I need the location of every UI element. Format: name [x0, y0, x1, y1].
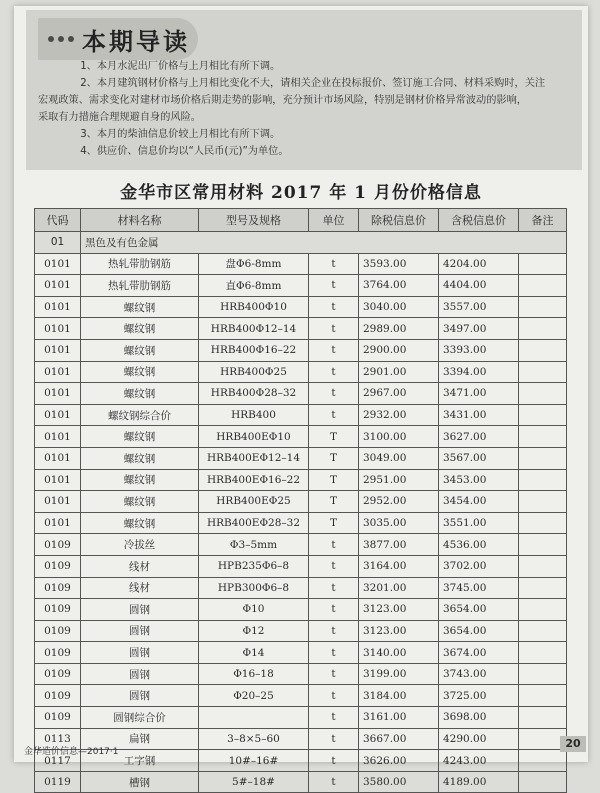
cell-inc-tax: 3567.00	[439, 447, 519, 469]
cell-note	[519, 685, 567, 707]
cell-name: 热轧带肋钢筋	[81, 275, 199, 297]
cell-ex-tax: 3201.00	[359, 577, 439, 599]
table-row	[35, 383, 567, 405]
cell-name: 圆钢综合价	[81, 707, 199, 729]
header-ex-tax: 除税信息价	[359, 209, 439, 232]
footer-publication: 金华造价信息—2017·1	[24, 747, 119, 757]
cell-unit: T	[309, 447, 359, 469]
cell-note	[519, 361, 567, 383]
cell-note	[519, 750, 567, 772]
cell-inc-tax: 3698.00	[439, 707, 519, 729]
cell-ex-tax: 3161.00	[359, 707, 439, 729]
table-row	[35, 447, 567, 469]
cell-ex-tax: 3667.00	[359, 728, 439, 750]
cell-note	[519, 318, 567, 340]
note-2-cont-b: 采取有力措施合理规避自身的风险。	[38, 112, 201, 123]
cell-inc-tax: 3454.00	[439, 491, 519, 513]
note-2: 2、本月建筑钢材价格与上月相比变化不大，请相关企业在投标报价、签订施工合同、材料采购时，关注	[80, 78, 546, 89]
note-3: 3、本月的柴油信息价较上月相比有所下调。	[80, 129, 281, 140]
cell-code: 0101	[35, 339, 81, 361]
note-2-cont-a: 宏观政策、需求变化对建材市场价格后期走势的影响，充分预计市场风险，特别是钢材价格异常波动的影响，	[38, 95, 527, 106]
cell-name: 圆钢	[81, 663, 199, 685]
cell-code: 0101	[35, 361, 81, 383]
cell-unit: T	[309, 469, 359, 491]
cell-code: 0101	[35, 469, 81, 491]
cell-spec: HRB400EΦ25	[199, 491, 309, 513]
cell-spec: HRB400EΦ16–22	[199, 469, 309, 491]
cell-inc-tax: 3674.00	[439, 642, 519, 664]
table-row	[35, 642, 567, 664]
cell-code: 0101	[35, 447, 81, 469]
cell-unit: t	[309, 707, 359, 729]
cell-ex-tax: 3593.00	[359, 253, 439, 275]
cell-inc-tax: 3557.00	[439, 296, 519, 318]
cell-code: 0101	[35, 296, 81, 318]
table-row	[35, 663, 567, 685]
cell-ex-tax: 2932.00	[359, 404, 439, 426]
table-header-row	[35, 209, 567, 232]
cell-code: 0101	[35, 275, 81, 297]
cell-code: 0109	[35, 642, 81, 664]
cell-name: 圆钢	[81, 685, 199, 707]
cell-code: 0109	[35, 707, 81, 729]
cell-name: 螺纹钢	[81, 296, 199, 318]
cell-note	[519, 555, 567, 577]
cell-unit: T	[309, 491, 359, 513]
bullet-dots-icon	[48, 36, 74, 42]
cell-ex-tax: 3626.00	[359, 750, 439, 772]
cell-note	[519, 707, 567, 729]
header-code: 代码	[35, 209, 81, 232]
cell-ex-tax: 3100.00	[359, 426, 439, 448]
header-inc-tax: 含税信息价	[439, 209, 519, 232]
table-row	[35, 577, 567, 599]
table-row	[35, 253, 567, 275]
magazine-page	[14, 6, 588, 789]
cell-spec: 盘Φ6-8mm	[199, 253, 309, 275]
cell-note	[519, 663, 567, 685]
cell-inc-tax: 4536.00	[439, 534, 519, 556]
cell-ex-tax: 3764.00	[359, 275, 439, 297]
cell-name: 线材	[81, 577, 199, 599]
cell-name: 螺纹钢	[81, 318, 199, 340]
table-row	[35, 707, 567, 729]
cell-spec: Φ10	[199, 599, 309, 621]
cell-code: 0101	[35, 383, 81, 405]
cell-spec: HRB400EΦ12–14	[199, 447, 309, 469]
cell-spec: HRB400Φ16–22	[199, 339, 309, 361]
table-row	[35, 620, 567, 642]
cell-ex-tax: 3877.00	[359, 534, 439, 556]
cell-ex-tax: 3164.00	[359, 555, 439, 577]
cell-inc-tax: 3431.00	[439, 404, 519, 426]
cell-unit: T	[309, 512, 359, 534]
cell-ex-tax: 2989.00	[359, 318, 439, 340]
cell-inc-tax: 3654.00	[439, 599, 519, 621]
cell-name: 螺纹钢	[81, 361, 199, 383]
cell-spec: HRB400Φ25	[199, 361, 309, 383]
table-row	[35, 555, 567, 577]
cell-code: 0101	[35, 491, 81, 513]
cell-code: 0109	[35, 599, 81, 621]
cell-note	[519, 534, 567, 556]
table-row	[35, 404, 567, 426]
cell-spec: 直Φ6-8mm	[199, 275, 309, 297]
cell-inc-tax: 3471.00	[439, 383, 519, 405]
cell-name: 热轧带肋钢筋	[81, 253, 199, 275]
cell-unit: t	[309, 728, 359, 750]
cell-name: 螺纹钢	[81, 512, 199, 534]
cell-spec: HRB400EΦ10	[199, 426, 309, 448]
cell-spec: 3–8×5–60	[199, 728, 309, 750]
cell-name: 螺纹钢	[81, 339, 199, 361]
table-row	[35, 469, 567, 491]
cell-ex-tax: 2952.00	[359, 491, 439, 513]
cell-inc-tax: 3702.00	[439, 555, 519, 577]
table-row	[35, 361, 567, 383]
cell-unit: t	[309, 620, 359, 642]
cell-note	[519, 491, 567, 513]
cell-code: 0101	[35, 512, 81, 534]
cell-ex-tax: 3123.00	[359, 599, 439, 621]
cell-name: 圆钢	[81, 620, 199, 642]
header-spec: 型号及规格	[199, 209, 309, 232]
cell-spec: Φ16–18	[199, 663, 309, 685]
cell-spec: Φ3–5mm	[199, 534, 309, 556]
page-number: 20	[560, 736, 586, 752]
cell-unit: t	[309, 534, 359, 556]
cell-inc-tax: 3743.00	[439, 663, 519, 685]
cell-inc-tax: 4243.00	[439, 750, 519, 772]
cell-code: 0101	[35, 404, 81, 426]
table-row	[35, 599, 567, 621]
cell-code: 0109	[35, 685, 81, 707]
cell-ex-tax: 3184.00	[359, 685, 439, 707]
cell-unit: t	[309, 253, 359, 275]
cell-spec: 5#–18#	[199, 771, 309, 793]
cell-code: 0109	[35, 555, 81, 577]
cell-name: 冷拔丝	[81, 534, 199, 556]
cell-code: 0109	[35, 663, 81, 685]
cell-inc-tax: 3627.00	[439, 426, 519, 448]
cell-code: 0101	[35, 426, 81, 448]
cell-ex-tax: 3199.00	[359, 663, 439, 685]
cell-spec: Φ12	[199, 620, 309, 642]
cell-inc-tax: 4189.00	[439, 771, 519, 793]
table-row	[35, 318, 567, 340]
cell-name: 螺纹钢	[81, 426, 199, 448]
cell-note	[519, 512, 567, 534]
cell-code: 0109	[35, 620, 81, 642]
section-row	[35, 232, 567, 254]
cell-unit: t	[309, 750, 359, 772]
cell-inc-tax: 3745.00	[439, 577, 519, 599]
cell-note	[519, 469, 567, 491]
cell-ex-tax: 3123.00	[359, 620, 439, 642]
guide-notes	[38, 58, 580, 160]
cell-spec: Φ20–25	[199, 685, 309, 707]
cell-name: 槽钢	[81, 771, 199, 793]
cell-ex-tax: 3580.00	[359, 771, 439, 793]
cell-note	[519, 577, 567, 599]
cell-name: 圆钢	[81, 642, 199, 664]
cell-unit: t	[309, 339, 359, 361]
cell-note	[519, 339, 567, 361]
cell-unit: T	[309, 426, 359, 448]
cell-code: 0101	[35, 318, 81, 340]
cell-ex-tax: 3035.00	[359, 512, 439, 534]
table-row	[35, 296, 567, 318]
cell-inc-tax: 4204.00	[439, 253, 519, 275]
table-row	[35, 426, 567, 448]
header-name: 材料名称	[81, 209, 199, 232]
header-unit: 单位	[309, 209, 359, 232]
table-row	[35, 685, 567, 707]
header-note: 备注	[519, 209, 567, 232]
cell-name: 螺纹钢	[81, 469, 199, 491]
cell-inc-tax: 3394.00	[439, 361, 519, 383]
cell-spec: HRB400EΦ28–32	[199, 512, 309, 534]
cell-unit: t	[309, 555, 359, 577]
cell-inc-tax: 3654.00	[439, 620, 519, 642]
section-name: 黑色及有色金属	[81, 232, 567, 254]
cell-note	[519, 620, 567, 642]
cell-ex-tax: 2967.00	[359, 383, 439, 405]
cell-inc-tax: 3725.00	[439, 685, 519, 707]
cell-note	[519, 296, 567, 318]
cell-unit: t	[309, 663, 359, 685]
cell-inc-tax: 4404.00	[439, 275, 519, 297]
cell-code: 0109	[35, 577, 81, 599]
cell-spec: HRB400Φ28–32	[199, 383, 309, 405]
cell-spec: HPB300Φ6–8	[199, 577, 309, 599]
cell-unit: t	[309, 361, 359, 383]
cell-note	[519, 426, 567, 448]
cell-unit: t	[309, 577, 359, 599]
cell-spec: HPB235Φ6–8	[199, 555, 309, 577]
cell-spec	[199, 707, 309, 729]
cell-ex-tax: 3040.00	[359, 296, 439, 318]
table-row	[35, 491, 567, 513]
cell-spec: 10#–16#	[199, 750, 309, 772]
guide-box	[26, 10, 582, 170]
cell-name: 线材	[81, 555, 199, 577]
cell-note	[519, 253, 567, 275]
cell-ex-tax: 2901.00	[359, 361, 439, 383]
cell-unit: t	[309, 642, 359, 664]
cell-name: 扁钢	[81, 728, 199, 750]
table-title: 金华市区常用材料 2017 年 1 月份价格信息	[120, 183, 482, 203]
cell-name: 圆钢	[81, 599, 199, 621]
note-1: 1、本月水泥出厂价格与上月相比有所下调。	[80, 61, 281, 72]
guide-title: 本期导读	[82, 27, 190, 56]
section-code: 01	[35, 232, 81, 254]
cell-spec: HRB400Φ10	[199, 296, 309, 318]
cell-code: 0101	[35, 253, 81, 275]
cell-unit: t	[309, 383, 359, 405]
cell-unit: t	[309, 275, 359, 297]
table-row	[35, 512, 567, 534]
cell-note	[519, 275, 567, 297]
cell-code: 0117	[35, 750, 81, 772]
cell-spec: Φ14	[199, 642, 309, 664]
cell-ex-tax: 2951.00	[359, 469, 439, 491]
cell-spec: HRB400Φ12–14	[199, 318, 309, 340]
cell-name: 螺纹钢	[81, 383, 199, 405]
cell-note	[519, 771, 567, 793]
cell-inc-tax: 3551.00	[439, 512, 519, 534]
cell-ex-tax: 2900.00	[359, 339, 439, 361]
cell-note	[519, 642, 567, 664]
cell-ex-tax: 3049.00	[359, 447, 439, 469]
cell-unit: t	[309, 771, 359, 793]
cell-unit: t	[309, 296, 359, 318]
cell-inc-tax: 4290.00	[439, 728, 519, 750]
cell-code: 0119	[35, 771, 81, 793]
cell-code: 0113	[35, 728, 81, 750]
cell-inc-tax: 3453.00	[439, 469, 519, 491]
cell-name: 螺纹钢	[81, 491, 199, 513]
price-table	[34, 208, 567, 793]
cell-inc-tax: 3393.00	[439, 339, 519, 361]
cell-note	[519, 447, 567, 469]
cell-unit: t	[309, 599, 359, 621]
note-4: 4、供应价、信息价均以“人民币(元)”为单位。	[80, 146, 289, 157]
table-row	[35, 339, 567, 361]
cell-name: 螺纹钢综合价	[81, 404, 199, 426]
cell-ex-tax: 3140.00	[359, 642, 439, 664]
table-row	[35, 534, 567, 556]
cell-spec: HRB400	[199, 404, 309, 426]
cell-unit: t	[309, 404, 359, 426]
cell-unit: t	[309, 685, 359, 707]
cell-inc-tax: 3497.00	[439, 318, 519, 340]
table-row	[35, 275, 567, 297]
guide-title-banner	[38, 18, 198, 60]
cell-note	[519, 404, 567, 426]
cell-code: 0109	[35, 534, 81, 556]
cell-note	[519, 599, 567, 621]
cell-note	[519, 383, 567, 405]
cell-unit: t	[309, 318, 359, 340]
table-row	[35, 771, 567, 793]
cell-name: 螺纹钢	[81, 447, 199, 469]
cell-name: 工字钢	[81, 750, 199, 772]
